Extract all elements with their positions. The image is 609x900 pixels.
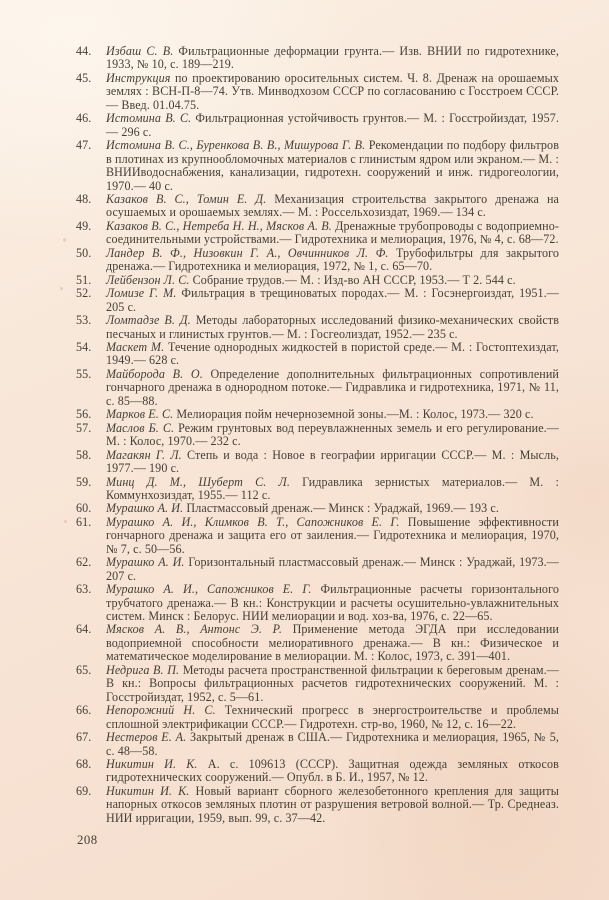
entry-number: 62.	[76, 555, 92, 570]
entry-authors: Недрига В. П.	[106, 662, 180, 677]
entry-authors: Маскет М.	[106, 339, 165, 354]
entry-authors: Истомина В. С., Буренкова В. В., Мишурова Г. В.	[106, 138, 366, 153]
entry-number: 44.	[76, 44, 92, 58]
bibliography-entry: 51. Лейбензон Л. С. Собрание трудов.— М. : Изд-во АН СССР, 1953.— Т 2. 544 с.	[76, 272, 516, 287]
bibliography-entry: 53. Ломтадзе В. Д. Методы лабораторных исследований физико-механических свойств песчаных и глинистых грунтов.— М. : Госгеолиздат, 1952.— 235 с.	[76, 313, 559, 341]
entry-authors: Мурашко А. И.	[106, 555, 185, 570]
bibliography-entry: 46. Истомина В. С. Фильтрационная устойчивость грунтов.— М. : Госстройиздат, 1957.— 296 с.	[76, 111, 559, 139]
bibliography-entry: 69. Никитин И. К. Новый вариант сборного железобетонного крепления для защиты напорных откосов земляных плотин от разрушения ветровой волной.— Тр. Среднеаз. НИИ ирригации, 1959, вып. 99, с. 37—42.	[76, 783, 559, 825]
entry-authors: Мясков А. В., Антонс Э. Р.	[106, 622, 283, 637]
bibliography-entry: 47. Истомина В. С., Буренкова В. В., Мишурова Г. В. Рекомендации по подбору фильтров в плотинах из крупнообломочных материалов с глинистым ядром или экраном.— М. : ВНИИводоснабжения, канализации, гидротехн. сооружений и инж. гидрогеологии, 1970.— 40 с.	[76, 138, 559, 193]
entry-authors: Мурашко А. И.	[106, 501, 184, 516]
bibliography-entry: 62. Мурашко А. И. Горизонтальный пластмассовый дренаж.— Минск : Ураджай, 1973.— 207 с.	[76, 555, 559, 583]
bibliography-entry: 52. Ломизе Г. М. Фильтрация в трещиноватых породах.— М. : Госэнергоиздат, 1951.— 205 с.	[76, 286, 559, 314]
entry-number: 60.	[76, 501, 92, 516]
entry-authors: Истомина В. С.	[106, 111, 192, 126]
entry-authors: Ландер В. Ф., Низовкин Г. А., Овчинников Л. Ф.	[106, 245, 389, 260]
bibliography-entry: 63. Мурашко А. И., Сапожников Е. Г. Фильтрационные расчеты горизонтального трубчатого дренажа.— В кн.: Конструкции и расчеты осушительно-увлажнительных систем. Минск : Белорус. НИИ мелиорации и вод. хоз-ва, 1976, с. 22—65.	[76, 582, 559, 624]
entry-number: 52.	[76, 286, 92, 301]
bibliography-entry: 49. Казаков В. С., Нетреба Н. Н., Мясков А. В. Дренажные трубопроводы с водоприемно-соединительными устройствами.— Гидротехника и мелиорация, 1976, № 4, с. 68—72.	[76, 218, 559, 247]
entry-number: 58.	[76, 447, 92, 462]
bibliography-entry: 57. Маслов Б. С. Режим грунтовых вод переувлажненных земель и его регулирование.— М. : Колос, 1970.— 232 с.	[76, 420, 560, 449]
entry-number: 69.	[76, 783, 92, 798]
bibliography-entry: 68. Никитин И. К. А. с. 109613 (СССР). Защитная одежда земляных откосов гидротехнических сооружений.— Опубл. в Б. И., 1957, № 12.	[76, 757, 559, 785]
entry-number: 54.	[76, 339, 92, 354]
entry-authors: Непорожний Н. С.	[106, 703, 216, 718]
entry-number: 48.	[76, 191, 92, 206]
bibliography-entry: 50. Ландер В. Ф., Низовкин Г. А., Овчинников Л. Ф. Трубофильтры для закрытого дренажа.— Гидротехника и мелиорация, 1972, № 1, с. 65—70.	[76, 245, 559, 274]
bibliography-entry: 45. Инструкция по проектированию оросительных систем. Ч. 8. Дренаж на орошаемых землях : ВСН-П-8—74. Утв. Минводхозом СССР по согласованию с Госстроем СССР.— Введ. 01.04.75.	[76, 70, 559, 112]
entry-number: 57.	[76, 420, 92, 435]
bibliography-entry: 54. Маскет М. Течение однородных жидкостей в пористой среде.— М. : Гостоптехиздат, 1949.— 628 с.	[76, 339, 559, 368]
entry-number: 50.	[76, 245, 92, 260]
entry-authors: Майборода В. О.	[106, 366, 203, 381]
entry-number: 51.	[76, 272, 92, 287]
entry-number: 67.	[76, 730, 92, 745]
entry-number: 61.	[76, 514, 92, 529]
scan-speck	[60, 287, 63, 290]
bibliography-entry: 65. Недрига В. П. Методы расчета пространственной фильтрации к береговым дренам.— В кн.: Вопросы фильтрационных расчетов гидротехнических сооружений. М. : Госстройиздат, 1952, с. 5—61.	[76, 662, 559, 704]
page-number: 208	[77, 833, 98, 848]
entry-number: 63.	[76, 582, 92, 597]
entry-number: 47.	[76, 138, 92, 153]
entry-authors: Никитин И. К.	[106, 783, 190, 798]
entry-authors: Лейбензон Л. С.	[106, 272, 190, 287]
bibliography-entry: 44. Избаш С. В. Фильтрационные деформации грунта.— Изв. ВНИИ по гидротехнике, 1933, № 10, с. 189—219.	[76, 44, 560, 72]
entry-authors: Минц Д. М., Шуберт С. Л.	[106, 474, 290, 489]
entry-number: 55.	[76, 366, 92, 381]
entry-number: 64.	[76, 622, 92, 637]
bibliography-entry: 56. Марков Е. С. Мелиорация пойм нечерноземной зоны.—М. : Колос, 1973.— 320 с.	[76, 407, 534, 422]
entry-number: 56.	[76, 407, 92, 422]
bibliography-entry: 55. Майборода В. О. Определение дополнительных фильтрационных сопротивлений гончарного дренажа в однородном потоке.— Гидравлика и гидротехника, 1971, № 11, с. 85—88.	[76, 366, 559, 408]
entry-authors: Мурашко А. И., Климков В. Т., Сапожников Е. Г.	[106, 514, 400, 529]
entry-authors: Инструкция	[106, 70, 171, 85]
bibliography-entry: 48. Казаков В. С., Томин Е. Д. Механизация строительства закрытого дренажа на осушаемых и орошаемых землях.— М. : Россельхозиздат, 1969.— 134 с.	[76, 191, 559, 220]
entry-authors: Марков Е. С.	[106, 407, 174, 422]
entry-authors: Казаков В. С., Нетреба Н. Н., Мясков А. В.	[106, 218, 332, 233]
bibliography-list	[76, 45, 559, 825]
entry-number: 65.	[76, 662, 92, 677]
bibliography-entry: 60. Мурашко А. И. Пластмассовый дренаж.— Минск : Ураджай, 1969.— 193 с.	[76, 501, 499, 516]
entry-number: 49.	[76, 218, 92, 233]
entry-number: 46.	[76, 111, 92, 126]
bibliography-entry: 67. Нестеров Е. А. Закрытый дренаж в США.— Гидротехника и мелиорация, 1965, № 5, с. 48—58.	[76, 730, 559, 758]
entry-authors: Ломтадзе В. Д.	[106, 313, 191, 328]
entry-number: 53.	[76, 313, 92, 328]
entry-number: 68.	[76, 757, 92, 772]
entry-authors: Магакян Г. Л.	[106, 447, 182, 462]
bibliography-entry: 61. Мурашко А. И., Климков В. Т., Сапожников Е. Г. Повышение эффективности гончарного дренажа и защита его от заиления.— Гидротехника и мелиорация, 1970, № 7, с. 50—56.	[76, 514, 559, 556]
scan-speck	[64, 520, 67, 523]
bibliography-entry: 59. Минц Д. М., Шуберт С. Л. Гидравлика зернистых материалов.— М. : Коммунхозиздат, 1955.— 112 с.	[76, 474, 559, 502]
entry-number: 66.	[76, 703, 92, 718]
entry-authors: Никитин И. К.	[106, 757, 198, 772]
entry-authors: Нестеров Е. А.	[106, 730, 187, 745]
bibliography-entry: 66. Непорожний Н. С. Технический прогресс в энергостроительстве и проблемы сплошной электрификации СССР.— Гидротехн. стр-во, 1960, № 12, с. 16—22.	[76, 703, 559, 731]
bibliography-entry: 64. Мясков А. В., Антонс Э. Р. Применение метода ЭГДА при исследовании водоприемной способности мелиоративного дренажа.— В кн.: Физическое и математическое моделирование в мелиорации. М. : Колос, 1973, с. 391—401.	[76, 622, 560, 664]
entry-number: 45.	[76, 70, 92, 85]
entry-authors: Мурашко А. И., Сапожников Е. Г.	[106, 582, 312, 597]
entry-authors: Ломизе Г. М.	[106, 286, 177, 301]
entry-number: 59.	[76, 474, 92, 489]
entry-authors: Казаков В. С., Томин Е. Д.	[106, 191, 267, 206]
entry-authors: Маслов Б. С.	[106, 420, 175, 435]
entry-authors: Избаш С. В.	[106, 44, 174, 58]
scan-speck	[63, 238, 66, 242]
bibliography-entry: 58. Магакян Г. Л. Степь и вода : Новое в географии ирригации СССР.— М. : Мысль, 1977.— 190 с.	[76, 447, 559, 476]
